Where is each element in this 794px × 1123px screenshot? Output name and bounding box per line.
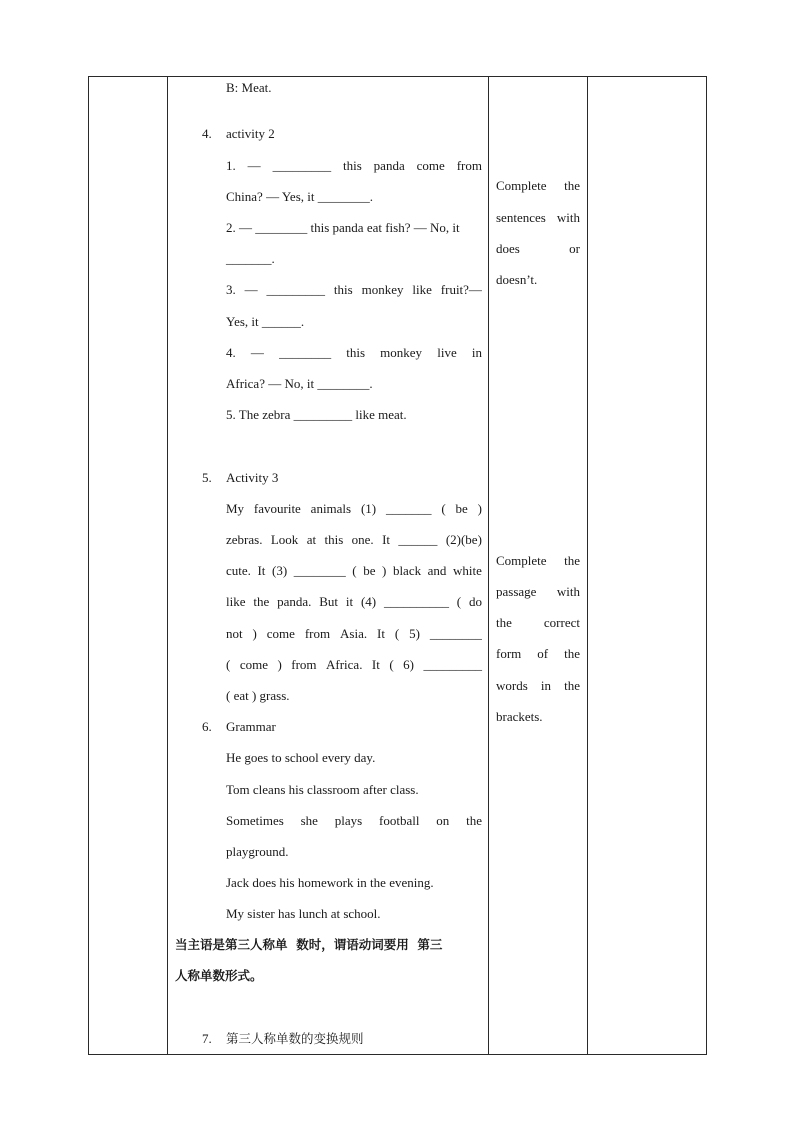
activity3-note-line4: form of the: [496, 646, 580, 661]
activity2-note-line3: does or: [496, 241, 580, 256]
table-border-col2: [488, 76, 489, 1054]
table-border-col1: [167, 76, 168, 1054]
grammar-rule-line1: 当主语是第三人称单 数时，谓语动词要用 第三: [175, 937, 443, 952]
activity2-q2-line1: 2. — ________ this panda eat fish? — No, it: [226, 220, 460, 235]
item-number-7: 7.: [202, 1031, 212, 1046]
activity2-q4-line2: Africa? — No, it ________.: [226, 376, 373, 391]
activity2-q2-line2: _______.: [226, 251, 275, 266]
activity3-line7: ( eat ) grass.: [226, 688, 290, 703]
grammar-example-3-line1: Sometimes she plays football on the: [226, 813, 482, 828]
activity2-q5: 5. The zebra _________ like meat.: [226, 407, 407, 422]
activity3-line4: like the panda. But it (4) __________ ( do: [226, 594, 482, 609]
table-border-left: [88, 76, 89, 1054]
grammar-example-4: Jack does his homework in the evening.: [226, 875, 434, 890]
activity3-note-line5: words in the: [496, 678, 580, 693]
activity2-note-line2: sentences with: [496, 210, 580, 225]
activity2-note-line1: Complete the: [496, 178, 580, 193]
table-top-border: [88, 76, 707, 77]
activity2-note-line4: doesn’t.: [496, 272, 538, 287]
grammar-example-5: My sister has lunch at school.: [226, 906, 381, 921]
answer-b-meat: B: Meat.: [226, 80, 272, 95]
activity3-line3: cute. It (3) ________ ( be ) black and white: [226, 563, 482, 578]
item-number-4: 4.: [202, 126, 212, 141]
grammar-example-3-line2: playground.: [226, 844, 289, 859]
grammar-title: Grammar: [226, 719, 276, 734]
item-number-5: 5.: [202, 470, 212, 485]
activity3-note-line3: the correct: [496, 615, 580, 630]
grammar-rule-line2: 人称单数形式。: [175, 968, 263, 983]
rules-title: 第三人称单数的变换规则: [226, 1031, 364, 1046]
activity3-line5: not ) come from Asia. It ( 5) ________: [226, 626, 482, 641]
activity2-q3-line1: 3. — _________ this monkey like fruit?—: [226, 282, 482, 297]
item-number-6: 6.: [202, 719, 212, 734]
table-border-right: [706, 76, 707, 1054]
activity3-note-line1: Complete the: [496, 553, 580, 568]
activity2-title: activity 2: [226, 126, 275, 141]
activity3-title: Activity 3: [226, 470, 279, 485]
activity3-note-line6: brackets.: [496, 709, 543, 724]
activity2-q1-line2: China? — Yes, it ________.: [226, 189, 373, 204]
table-border-col3: [587, 76, 588, 1054]
grammar-example-2: Tom cleans his classroom after class.: [226, 782, 419, 797]
activity2-q4-line1: 4. — ________ this monkey live in: [226, 345, 482, 360]
activity3-line1: My favourite animals (1) _______ ( be ): [226, 501, 482, 516]
activity3-line6: ( come ) from Africa. It ( 6) _________: [226, 657, 482, 672]
activity3-line2: zebras. Look at this one. It ______ (2)(be): [226, 532, 482, 547]
activity2-q3-line2: Yes, it ______.: [226, 314, 305, 329]
table-bottom-border: [88, 1054, 707, 1055]
grammar-example-1: He goes to school every day.: [226, 750, 376, 765]
activity2-q1-line1: 1. — _________ this panda come from: [226, 158, 482, 173]
activity3-note-line2: passage with: [496, 584, 580, 599]
